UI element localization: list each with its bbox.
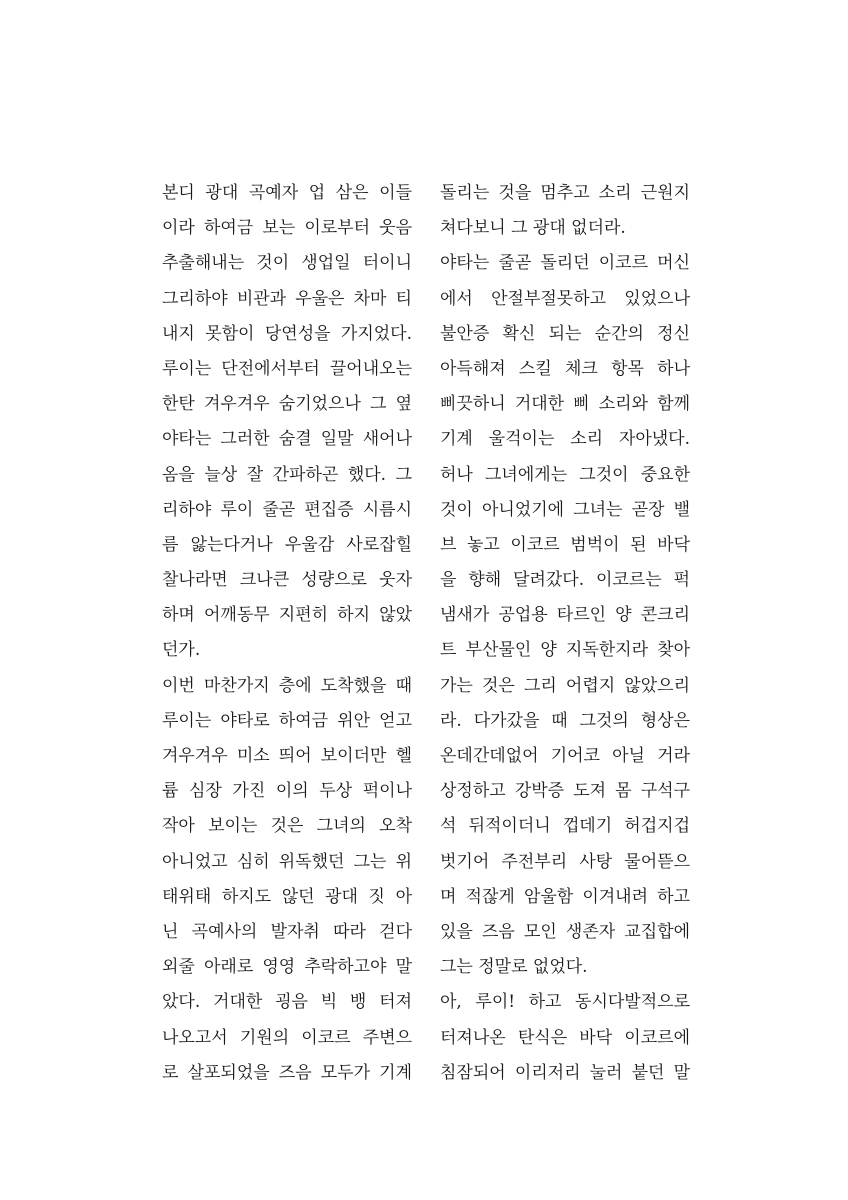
text-line: 기계 울걱이는 소리 자아냈다.	[440, 429, 690, 450]
text-line: 야타는 줄곧 돌리던 이코르 머신	[440, 253, 690, 274]
text-line: 에서 안절부절못하고 있었으나	[440, 288, 690, 309]
text-line: 며 적잖게 암울함 이겨내려 하고	[440, 886, 690, 907]
text-line: 본디 광대 곡예자 업 삼은 이들	[162, 183, 412, 203]
text-line: 한탄 겨우겨우 숨기었으나 그 옆	[162, 394, 412, 415]
text-line: 야타는 그러한 숨결 일말 새어나	[162, 429, 412, 450]
text-line: 냄새가 공업용 타르인 양 콘크리	[440, 605, 690, 626]
text-line: 루이는 야타로 하여금 위안 얻고	[162, 710, 412, 731]
text-line: 던가.	[162, 640, 201, 661]
text-line: 을 향해 달려갔다. 이코르는 퍽	[440, 570, 690, 591]
text-line: 아득해져 스킬 체크 항목 하나	[440, 358, 690, 379]
text-line: 리하야 루이 줄곧 편집증 시름시	[162, 499, 412, 520]
text-line: 추출해내는 것이 생업일 터이니	[162, 253, 412, 274]
text-line: 석 뒤적이더니 껍데기 허겁지겁	[440, 816, 690, 837]
text-line: 륨 심장 가진 이의 두상 퍽이나	[162, 781, 412, 802]
text-line: 옴을 늘상 잘 간파하곤 했다. 그	[162, 464, 412, 485]
text-line: 상정하고 강박증 도져 몸 구석구	[440, 781, 690, 802]
text-line: 벗기어 주전부리 사탕 물어뜯으	[440, 851, 690, 872]
text-line: 그리하야 비관과 우울은 차마 티	[162, 288, 412, 309]
text-line: 아니었고 심히 위독했던 그는 위	[162, 851, 412, 872]
text-line: 트 부산물인 양 지독한지라 찾아	[440, 640, 690, 661]
text-line: 터져나온 탄식은 바닥 이코르에	[440, 1027, 690, 1048]
text-line: 것이 아니었기에 그녀는 곧장 밸	[440, 499, 690, 520]
text-line: 하며 어깨동무 지편히 하지 않았	[162, 605, 412, 626]
text-line: 삐끗하니 거대한 삐 소리와 함께	[440, 394, 690, 415]
text-line: 로 살포되었을 즈음 모두가 기계	[162, 1062, 412, 1083]
text-line: 허나 그녀에게는 그것이 중요한	[440, 464, 690, 485]
text-line: 태위태 하지도 않던 광대 짓 아	[162, 886, 412, 907]
text-line: 작아 보이는 것은 그녀의 오착	[162, 816, 412, 837]
right-text-column	[440, 176, 690, 1091]
text-line: 루이는 단전에서부터 끌어내오는	[162, 358, 412, 379]
text-line: 았다. 거대한 굉음 빅 뱅 터져	[162, 992, 412, 1013]
text-line: 아, 루이! 하고 동시다발적으로	[440, 992, 690, 1013]
text-line: 침잠되어 이리저리 눌러 붙던 말	[440, 1062, 690, 1083]
text-line: 이번 마찬가지 층에 도착했을 때	[162, 675, 412, 696]
text-line: 찰나라면 크나큰 성량으로 웃자	[162, 570, 412, 591]
text-line: 있을 즈음 모인 생존자 교집합에	[440, 921, 690, 942]
text-line: 름 앓는다거나 우울감 사로잡힐	[162, 534, 412, 555]
left-text-column	[162, 176, 412, 1091]
text-line: 닌 곡예사의 발자취 따라 걷다	[162, 921, 412, 942]
text-line: 불안증 확신 되는 순간의 정신	[440, 323, 690, 344]
text-line: 온데간데없어 기어코 아닐 거라	[440, 746, 690, 766]
text-line: 브 놓고 이코르 범벅이 된 바닥	[440, 534, 690, 555]
text-line: 겨우겨우 미소 띄어 보이더만 헬	[162, 746, 412, 766]
text-line: 나오고서 기원의 이코르 주변으	[162, 1027, 412, 1048]
text-line: 가는 것은 그리 어렵지 않았으리	[440, 675, 690, 696]
text-line: 이라 하여금 보는 이로부터 웃음	[162, 218, 412, 239]
text-line: 쳐다보니 그 광대 없더라.	[440, 218, 626, 239]
text-line: 그는 정말로 없었다.	[440, 957, 588, 978]
text-line: 내지 못함이 당연성을 가지었다.	[162, 323, 412, 344]
text-line: 돌리는 것을 멈추고 소리 근원지	[440, 183, 690, 203]
text-line: 외줄 아래로 영영 추락하고야 말	[162, 957, 412, 978]
text-line: 라. 다가갔을 때 그것의 형상은	[440, 710, 690, 731]
